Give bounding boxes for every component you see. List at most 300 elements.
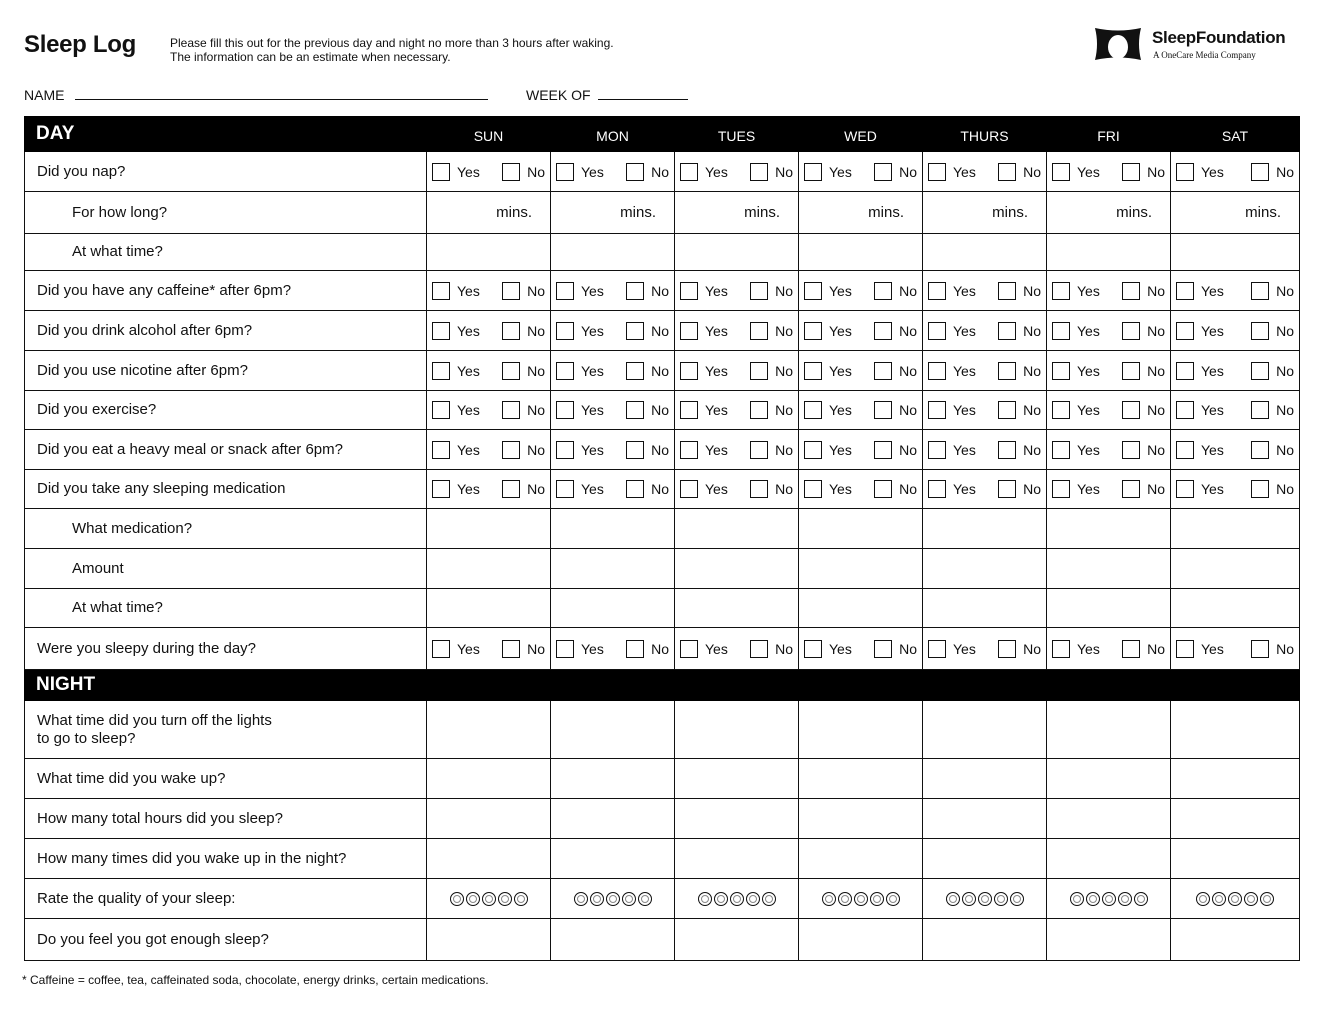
entry-field-thurs[interactable] [923, 589, 1047, 628]
rating-circle[interactable] [978, 892, 992, 906]
no-label: No [1023, 163, 1041, 180]
entry-field-tues[interactable] [675, 509, 799, 549]
entry-field-sun[interactable] [427, 839, 551, 879]
entry-field-thurs[interactable] [923, 549, 1047, 589]
rating-circle[interactable] [1010, 892, 1024, 906]
entry-field-sat[interactable] [1171, 509, 1300, 549]
no-checkbox[interactable] [502, 322, 520, 340]
no-checkbox[interactable] [502, 441, 520, 459]
yes-checkbox[interactable] [1176, 282, 1194, 300]
no-checkbox[interactable] [874, 322, 892, 340]
yes-checkbox[interactable] [680, 640, 698, 658]
entry-field-sat[interactable] [1171, 759, 1300, 799]
entry-field-mon[interactable] [551, 799, 675, 839]
rating-circle[interactable] [574, 892, 588, 906]
yes-checkbox[interactable] [1176, 480, 1194, 498]
yes-no-group [923, 322, 1046, 340]
question-label: Amount [25, 549, 427, 589]
yes-no-group [675, 640, 798, 658]
yes-no-group [1171, 282, 1299, 300]
no-checkbox[interactable] [626, 401, 644, 419]
sleep-quality-rating [923, 879, 1047, 919]
yes-no-group [427, 640, 550, 658]
entry-field-fri[interactable] [1047, 839, 1171, 879]
yes-no-cell [1047, 430, 1171, 470]
yes-checkbox[interactable] [1176, 322, 1194, 340]
yes-no-group [427, 362, 550, 380]
entry-field-thurs[interactable] [923, 919, 1047, 961]
yes-checkbox[interactable] [680, 282, 698, 300]
no-checkbox[interactable] [626, 163, 644, 181]
entry-field-sat[interactable] [1171, 839, 1300, 879]
rating-circle[interactable] [946, 892, 960, 906]
yes-checkbox[interactable] [928, 163, 946, 181]
yes-label: Yes [705, 481, 728, 497]
yes-checkbox[interactable] [556, 163, 574, 181]
entry-field-sun[interactable] [427, 589, 551, 628]
yes-no-cell [1047, 152, 1171, 192]
rating-circle[interactable] [1118, 892, 1132, 906]
no-checkbox[interactable] [1122, 362, 1140, 380]
yes-label: Yes [829, 481, 852, 497]
question-label: Did you drink alcohol after 6pm? [25, 311, 427, 351]
entry-field-sat[interactable] [1171, 701, 1300, 759]
entry-field-wed[interactable] [799, 234, 923, 271]
question-label: At what time? [25, 589, 427, 628]
yes-label: Yes [705, 441, 728, 458]
rating-circle[interactable] [1070, 892, 1084, 906]
rating-circle[interactable] [606, 892, 620, 906]
day-header-thurs: THURS [923, 117, 1047, 152]
rating-circle[interactable] [1134, 892, 1148, 906]
yes-no-group [1171, 401, 1299, 419]
entry-field-sun[interactable] [427, 799, 551, 839]
night-row [25, 919, 1300, 961]
no-label: No [651, 163, 669, 180]
day-row [25, 391, 1300, 430]
yes-no-cell [1047, 628, 1171, 670]
yes-checkbox[interactable] [804, 441, 822, 459]
yes-checkbox[interactable] [556, 480, 574, 498]
no-label: No [527, 402, 545, 418]
yes-checkbox[interactable] [680, 401, 698, 419]
rating-circle[interactable] [730, 892, 744, 906]
no-label: No [1276, 282, 1294, 299]
no-label: No [775, 481, 793, 497]
entry-field-sun[interactable] [427, 759, 551, 799]
yes-label: Yes [457, 481, 480, 497]
yes-no-group [799, 480, 922, 498]
yes-checkbox[interactable] [432, 163, 450, 181]
no-checkbox[interactable] [874, 163, 892, 181]
rating-circle[interactable] [714, 892, 728, 906]
yes-checkbox[interactable] [432, 362, 450, 380]
entry-field-tues[interactable] [675, 589, 799, 628]
no-checkbox[interactable] [874, 480, 892, 498]
entry-field-mon[interactable] [551, 701, 675, 759]
no-checkbox[interactable] [874, 362, 892, 380]
no-checkbox[interactable] [1122, 640, 1140, 658]
no-checkbox[interactable] [1122, 441, 1140, 459]
yes-no-cell [1171, 430, 1300, 470]
no-checkbox[interactable] [1251, 640, 1269, 658]
entry-field-fri[interactable] [1047, 509, 1171, 549]
no-checkbox[interactable] [1122, 401, 1140, 419]
rating-circle[interactable] [854, 892, 868, 906]
yes-no-group [551, 163, 674, 181]
rating-circle[interactable] [590, 892, 604, 906]
entry-field-tues[interactable] [675, 799, 799, 839]
yes-no-group [551, 640, 674, 658]
entry-field-mon[interactable] [551, 549, 675, 589]
no-label: No [775, 163, 793, 180]
entry-field-mon[interactable] [551, 919, 675, 961]
yes-checkbox[interactable] [1052, 282, 1070, 300]
entry-field-thurs[interactable] [923, 234, 1047, 271]
name-field[interactable] [75, 99, 488, 100]
yes-checkbox[interactable] [680, 322, 698, 340]
question-label: Did you nap? [25, 152, 427, 192]
yes-checkbox[interactable] [928, 282, 946, 300]
yes-no-group [427, 322, 550, 340]
rating-circle[interactable] [1086, 892, 1100, 906]
yes-no-group [799, 401, 922, 419]
yes-no-cell [427, 351, 551, 391]
question-label: What time did you wake up? [25, 759, 427, 799]
no-checkbox[interactable] [998, 441, 1016, 459]
no-checkbox[interactable] [998, 401, 1016, 419]
yes-checkbox[interactable] [1176, 640, 1194, 658]
night-row [25, 879, 1300, 919]
yes-checkbox[interactable] [804, 362, 822, 380]
yes-no-group [427, 401, 550, 419]
entry-field-fri[interactable] [1047, 799, 1171, 839]
rating-circle[interactable] [962, 892, 976, 906]
yes-checkbox[interactable] [804, 480, 822, 498]
no-label: No [1023, 441, 1041, 458]
yes-checkbox[interactable] [1176, 163, 1194, 181]
yes-checkbox[interactable] [928, 441, 946, 459]
no-checkbox[interactable] [874, 441, 892, 459]
no-label: No [1276, 441, 1294, 458]
entry-field-thurs[interactable] [923, 759, 1047, 799]
yes-checkbox[interactable] [1052, 640, 1070, 658]
no-checkbox[interactable] [750, 640, 768, 658]
entry-field-sat[interactable] [1171, 234, 1300, 271]
question-label: For how long? [25, 192, 427, 234]
no-checkbox[interactable] [626, 282, 644, 300]
entry-field-wed[interactable] [799, 839, 923, 879]
entry-field-wed[interactable] [799, 701, 923, 759]
rating-circle[interactable] [514, 892, 528, 906]
yes-checkbox[interactable] [804, 640, 822, 658]
yes-checkbox[interactable] [1052, 163, 1070, 181]
yes-checkbox[interactable] [928, 322, 946, 340]
question-label: Did you have any caffeine* after 6pm? [25, 271, 427, 311]
no-checkbox[interactable] [626, 322, 644, 340]
no-label: No [1023, 640, 1041, 657]
rating-circle[interactable] [482, 892, 496, 906]
rating-circle[interactable] [762, 892, 776, 906]
entry-field-sun[interactable] [427, 701, 551, 759]
entry-field-wed[interactable] [799, 759, 923, 799]
rating-circles [1171, 892, 1299, 906]
yes-checkbox[interactable] [1052, 401, 1070, 419]
no-checkbox[interactable] [502, 163, 520, 181]
duration-field[interactable]: mins. [675, 192, 799, 234]
sleep-quality-rating [1171, 879, 1300, 919]
rating-circle[interactable] [1102, 892, 1116, 906]
yes-no-group [799, 640, 922, 658]
entry-field-mon[interactable] [551, 234, 675, 271]
rating-circle[interactable] [870, 892, 884, 906]
yes-no-cell [1047, 470, 1171, 509]
rating-circle[interactable] [466, 892, 480, 906]
yes-checkbox[interactable] [1052, 441, 1070, 459]
no-checkbox[interactable] [1251, 480, 1269, 498]
rating-circle[interactable] [498, 892, 512, 906]
no-checkbox[interactable] [998, 362, 1016, 380]
yes-checkbox[interactable] [804, 401, 822, 419]
yes-label: Yes [829, 282, 852, 299]
duration-field[interactable]: mins. [427, 192, 551, 234]
no-checkbox[interactable] [750, 401, 768, 419]
yes-checkbox[interactable] [680, 362, 698, 380]
no-checkbox[interactable] [1122, 163, 1140, 181]
rating-circle[interactable] [1244, 892, 1258, 906]
rating-circle[interactable] [746, 892, 760, 906]
rating-circle[interactable] [838, 892, 852, 906]
duration-field[interactable]: mins. [551, 192, 675, 234]
entry-field-wed[interactable] [799, 549, 923, 589]
yes-no-group [799, 362, 922, 380]
no-label: No [1147, 441, 1165, 458]
yes-checkbox[interactable] [1176, 401, 1194, 419]
yes-no-cell [799, 628, 923, 670]
no-checkbox[interactable] [874, 401, 892, 419]
yes-checkbox[interactable] [432, 480, 450, 498]
duration-field[interactable]: mins. [799, 192, 923, 234]
yes-checkbox[interactable] [432, 441, 450, 459]
duration-field[interactable]: mins. [923, 192, 1047, 234]
entry-field-thurs[interactable] [923, 839, 1047, 879]
entry-field-fri[interactable] [1047, 759, 1171, 799]
no-checkbox[interactable] [502, 640, 520, 658]
yes-checkbox[interactable] [556, 441, 574, 459]
rating-circle[interactable] [1212, 892, 1226, 906]
rating-circle[interactable] [822, 892, 836, 906]
no-label: No [1023, 282, 1041, 299]
duration-field[interactable]: mins. [1047, 192, 1171, 234]
yes-no-group [1171, 480, 1299, 498]
no-checkbox[interactable] [1251, 282, 1269, 300]
yes-checkbox[interactable] [804, 163, 822, 181]
no-checkbox[interactable] [626, 362, 644, 380]
no-checkbox[interactable] [626, 441, 644, 459]
yes-checkbox[interactable] [928, 640, 946, 658]
no-label: No [1023, 362, 1041, 379]
yes-no-group [1171, 441, 1299, 459]
no-checkbox[interactable] [1251, 441, 1269, 459]
entry-field-sun[interactable] [427, 509, 551, 549]
question-label: Did you exercise? [25, 391, 427, 430]
no-label: No [899, 322, 917, 339]
no-checkbox[interactable] [998, 282, 1016, 300]
day-row [25, 351, 1300, 391]
yes-checkbox[interactable] [556, 362, 574, 380]
yes-checkbox[interactable] [1052, 362, 1070, 380]
no-label: No [1276, 481, 1294, 497]
entry-field-mon[interactable] [551, 839, 675, 879]
yes-checkbox[interactable] [680, 480, 698, 498]
duration-field[interactable]: mins. [1171, 192, 1300, 234]
entry-field-wed[interactable] [799, 509, 923, 549]
yes-checkbox[interactable] [556, 401, 574, 419]
yes-no-cell [923, 311, 1047, 351]
yes-label: Yes [1077, 402, 1100, 418]
rating-circle[interactable] [450, 892, 464, 906]
entry-field-tues[interactable] [675, 839, 799, 879]
entry-field-fri[interactable] [1047, 589, 1171, 628]
entry-field-wed[interactable] [799, 919, 923, 961]
no-checkbox[interactable] [1251, 401, 1269, 419]
no-checkbox[interactable] [502, 282, 520, 300]
rating-circle[interactable] [994, 892, 1008, 906]
rating-circle[interactable] [1260, 892, 1274, 906]
entry-field-wed[interactable] [799, 799, 923, 839]
entry-field-fri[interactable] [1047, 234, 1171, 271]
no-checkbox[interactable] [998, 640, 1016, 658]
entry-field-tues[interactable] [675, 759, 799, 799]
no-checkbox[interactable] [626, 640, 644, 658]
yes-checkbox[interactable] [680, 441, 698, 459]
yes-no-cell [427, 391, 551, 430]
entry-field-fri[interactable] [1047, 549, 1171, 589]
yes-label: Yes [953, 322, 976, 339]
rating-circle[interactable] [638, 892, 652, 906]
no-checkbox[interactable] [1251, 163, 1269, 181]
entry-field-sat[interactable] [1171, 589, 1300, 628]
week-of-label: WEEK OF [526, 87, 591, 103]
entry-field-tues[interactable] [675, 919, 799, 961]
yes-checkbox[interactable] [432, 640, 450, 658]
yes-checkbox[interactable] [556, 640, 574, 658]
yes-label: Yes [1201, 282, 1224, 299]
yes-no-cell [427, 271, 551, 311]
entry-field-sun[interactable] [427, 549, 551, 589]
rating-circle[interactable] [698, 892, 712, 906]
no-checkbox[interactable] [998, 322, 1016, 340]
yes-checkbox[interactable] [928, 362, 946, 380]
no-checkbox[interactable] [502, 401, 520, 419]
yes-label: Yes [457, 282, 480, 299]
no-label: No [1147, 481, 1165, 497]
entry-field-tues[interactable] [675, 234, 799, 271]
no-label: No [1276, 402, 1294, 418]
entry-field-sat[interactable] [1171, 549, 1300, 589]
yes-checkbox[interactable] [804, 282, 822, 300]
yes-checkbox[interactable] [432, 322, 450, 340]
entry-field-sat[interactable] [1171, 799, 1300, 839]
rating-circle[interactable] [886, 892, 900, 906]
no-label: No [651, 481, 669, 497]
instructions [170, 36, 614, 64]
yes-checkbox[interactable] [928, 480, 946, 498]
no-checkbox[interactable] [750, 322, 768, 340]
yes-label: Yes [581, 640, 604, 657]
yes-checkbox[interactable] [1052, 322, 1070, 340]
yes-checkbox[interactable] [432, 282, 450, 300]
entry-field-mon[interactable] [551, 759, 675, 799]
no-checkbox[interactable] [750, 362, 768, 380]
week-of-field[interactable] [598, 99, 688, 100]
no-checkbox[interactable] [750, 282, 768, 300]
entry-field-sun[interactable] [427, 919, 551, 961]
yes-checkbox[interactable] [1176, 362, 1194, 380]
no-checkbox[interactable] [1122, 282, 1140, 300]
sleep-quality-rating [427, 879, 551, 919]
yes-checkbox[interactable] [556, 282, 574, 300]
no-label: No [527, 640, 545, 657]
yes-no-group [799, 322, 922, 340]
yes-checkbox[interactable] [556, 322, 574, 340]
no-checkbox[interactable] [998, 480, 1016, 498]
entry-field-tues[interactable] [675, 701, 799, 759]
no-checkbox[interactable] [502, 480, 520, 498]
yes-checkbox[interactable] [432, 401, 450, 419]
no-checkbox[interactable] [1122, 322, 1140, 340]
entry-field-wed[interactable] [799, 589, 923, 628]
yes-label: Yes [1077, 362, 1100, 379]
yes-checkbox[interactable] [680, 163, 698, 181]
no-checkbox[interactable] [502, 362, 520, 380]
yes-checkbox[interactable] [804, 322, 822, 340]
no-checkbox[interactable] [750, 480, 768, 498]
no-label: No [651, 362, 669, 379]
yes-label: Yes [1201, 362, 1224, 379]
no-checkbox[interactable] [874, 282, 892, 300]
entry-field-mon[interactable] [551, 589, 675, 628]
entry-field-tues[interactable] [675, 549, 799, 589]
yes-checkbox[interactable] [1052, 480, 1070, 498]
entry-field-sun[interactable] [427, 234, 551, 271]
question-label: What medication? [25, 509, 427, 549]
no-checkbox[interactable] [750, 441, 768, 459]
rating-circle[interactable] [1196, 892, 1210, 906]
entry-field-fri[interactable] [1047, 919, 1171, 961]
no-checkbox[interactable] [750, 163, 768, 181]
yes-no-group [1171, 640, 1299, 658]
no-checkbox[interactable] [626, 480, 644, 498]
yes-label: Yes [581, 282, 604, 299]
entry-field-fri[interactable] [1047, 701, 1171, 759]
no-checkbox[interactable] [1251, 362, 1269, 380]
entry-field-thurs[interactable] [923, 701, 1047, 759]
rating-circle[interactable] [622, 892, 636, 906]
rating-circle[interactable] [1228, 892, 1242, 906]
entry-field-mon[interactable] [551, 509, 675, 549]
entry-field-sat[interactable] [1171, 919, 1300, 961]
entry-field-thurs[interactable] [923, 509, 1047, 549]
entry-field-thurs[interactable] [923, 799, 1047, 839]
yes-checkbox[interactable] [928, 401, 946, 419]
yes-checkbox[interactable] [1176, 441, 1194, 459]
day-row [25, 549, 1300, 589]
no-checkbox[interactable] [998, 163, 1016, 181]
no-checkbox[interactable] [874, 640, 892, 658]
no-checkbox[interactable] [1251, 322, 1269, 340]
no-checkbox[interactable] [1122, 480, 1140, 498]
